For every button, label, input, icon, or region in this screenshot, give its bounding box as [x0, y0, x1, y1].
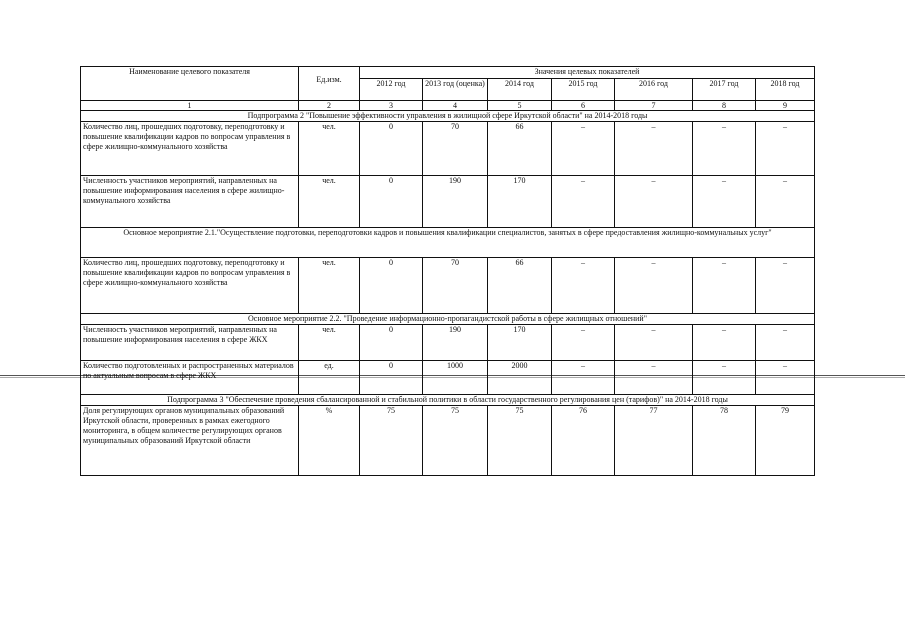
header-values-group: Значения целевых показателей: [360, 67, 815, 79]
section-title: Основное мероприятие 2.2. "Проведение информационно-пропагандистской работы в сфере жилищных отношений": [81, 314, 815, 325]
section-row: [81, 228, 815, 258]
column-number: 4: [423, 101, 488, 111]
indicator-name: Численность участников мероприятий, направленных на повышение информирования населения в сфере ЖКХ: [81, 325, 299, 361]
indicator-value: 70: [423, 258, 488, 314]
indicator-value: –: [693, 176, 756, 228]
indicator-unit: чел.: [299, 258, 360, 314]
indicator-name: Численность участников мероприятий, направленных на повышение информирования населения в сфере жилищно-коммунального хозяйства: [81, 176, 299, 228]
column-number: 6: [552, 101, 615, 111]
section-row: [81, 395, 815, 406]
indicator-name: Количество подготовленных и распространенных материалов по актуальным вопросам в сфере ЖКХ: [81, 361, 299, 395]
indicator-value: 170: [488, 325, 552, 361]
column-number: 3: [360, 101, 423, 111]
column-number: 8: [693, 101, 756, 111]
indicator-value: –: [552, 258, 615, 314]
section-title: Подпрограмма 2 "Повышение эффективности управления в жилищной сфере Иркутской области" на 2014-2018 годы: [81, 111, 815, 122]
indicator-value: –: [693, 258, 756, 314]
indicator-value: –: [756, 325, 815, 361]
column-number: 2: [299, 101, 360, 111]
indicator-value: 70: [423, 122, 488, 176]
column-number: 9: [756, 101, 815, 111]
header-year: 2018 год: [756, 79, 815, 101]
indicator-value: 170: [488, 176, 552, 228]
indicator-value: –: [552, 176, 615, 228]
indicator-value: –: [756, 361, 815, 395]
indicator-value: –: [615, 325, 693, 361]
header-year: 2015 год: [552, 79, 615, 101]
indicator-value: –: [693, 325, 756, 361]
indicator-value: –: [615, 361, 693, 395]
section-row: [81, 314, 815, 325]
table-row: [81, 325, 815, 361]
header-year: 2016 год: [615, 79, 693, 101]
indicator-unit: чел.: [299, 325, 360, 361]
header-year: 2014 год: [488, 79, 552, 101]
indicator-unit: %: [299, 406, 360, 476]
indicator-value: –: [693, 361, 756, 395]
indicator-value: –: [552, 325, 615, 361]
indicator-value: 2000: [488, 361, 552, 395]
indicator-value: 0: [360, 361, 423, 395]
header-year: 2017 год: [693, 79, 756, 101]
indicator-value: 79: [756, 406, 815, 476]
header-name: Наименование целевого показателя: [81, 67, 299, 101]
section-title: Подпрограмма 3 "Обеспечение проведения сбалансированной и стабильной политики в области государственного регулирования цен (тарифов)" на 2014-2018 годы: [81, 395, 815, 406]
indicator-value: 75: [360, 406, 423, 476]
indicator-unit: ед.: [299, 361, 360, 395]
indicator-value: 0: [360, 176, 423, 228]
indicator-value: –: [552, 122, 615, 176]
indicator-value: 0: [360, 325, 423, 361]
indicator-unit: чел.: [299, 176, 360, 228]
section-title: Основное мероприятие 2.1."Осуществление подготовки, переподготовки кадров и повышения квалификации специалистов, занятых в сфере предоставления жилищно-коммунальных услуг": [81, 228, 815, 258]
table-row: [81, 406, 815, 476]
indicator-value: –: [615, 176, 693, 228]
header-year: 2012 год: [360, 79, 423, 101]
indicator-value: 190: [423, 176, 488, 228]
column-number: 5: [488, 101, 552, 111]
indicator-value: –: [552, 361, 615, 395]
indicator-unit: чел.: [299, 122, 360, 176]
header-unit: Ед.изм.: [299, 67, 360, 101]
indicator-value: 0: [360, 258, 423, 314]
indicator-value: 1000: [423, 361, 488, 395]
column-number: 1: [81, 101, 299, 111]
column-number: 7: [615, 101, 693, 111]
indicator-value: 77: [615, 406, 693, 476]
indicator-value: 66: [488, 122, 552, 176]
indicator-value: 66: [488, 258, 552, 314]
indicator-name: Количество лиц, прошедших подготовку, переподготовку и повышение квалификации кадров по вопросам управления в сфере жилищно-коммунального хозяйства: [81, 122, 299, 176]
table-row: [81, 361, 815, 395]
indicator-value: –: [756, 122, 815, 176]
indicator-value: –: [693, 122, 756, 176]
indicator-value: 75: [423, 406, 488, 476]
target-indicators-table: [80, 66, 815, 476]
indicator-value: 190: [423, 325, 488, 361]
indicator-value: –: [615, 122, 693, 176]
indicator-value: –: [756, 258, 815, 314]
indicator-value: 78: [693, 406, 756, 476]
indicator-value: 0: [360, 122, 423, 176]
indicator-value: 75: [488, 406, 552, 476]
indicator-value: –: [615, 258, 693, 314]
table-row: [81, 176, 815, 228]
header-year: 2013 год (оценка): [423, 79, 488, 101]
indicator-value: 76: [552, 406, 615, 476]
indicator-name: Количество лиц, прошедших подготовку, переподготовку и повышение квалификации кадров по вопросам управления в сфере жилищно-коммунального хозяйства: [81, 258, 299, 314]
table-row: [81, 258, 815, 314]
section-row: [81, 111, 815, 122]
table-row: [81, 122, 815, 176]
indicator-name: Доля регулирующих органов муниципальных образований Иркутской области, проверенных в рамках ежегодного мониторинга, в общем количестве регулирующих органов муниципальных образований Иркутской области: [81, 406, 299, 476]
indicator-value: –: [756, 176, 815, 228]
